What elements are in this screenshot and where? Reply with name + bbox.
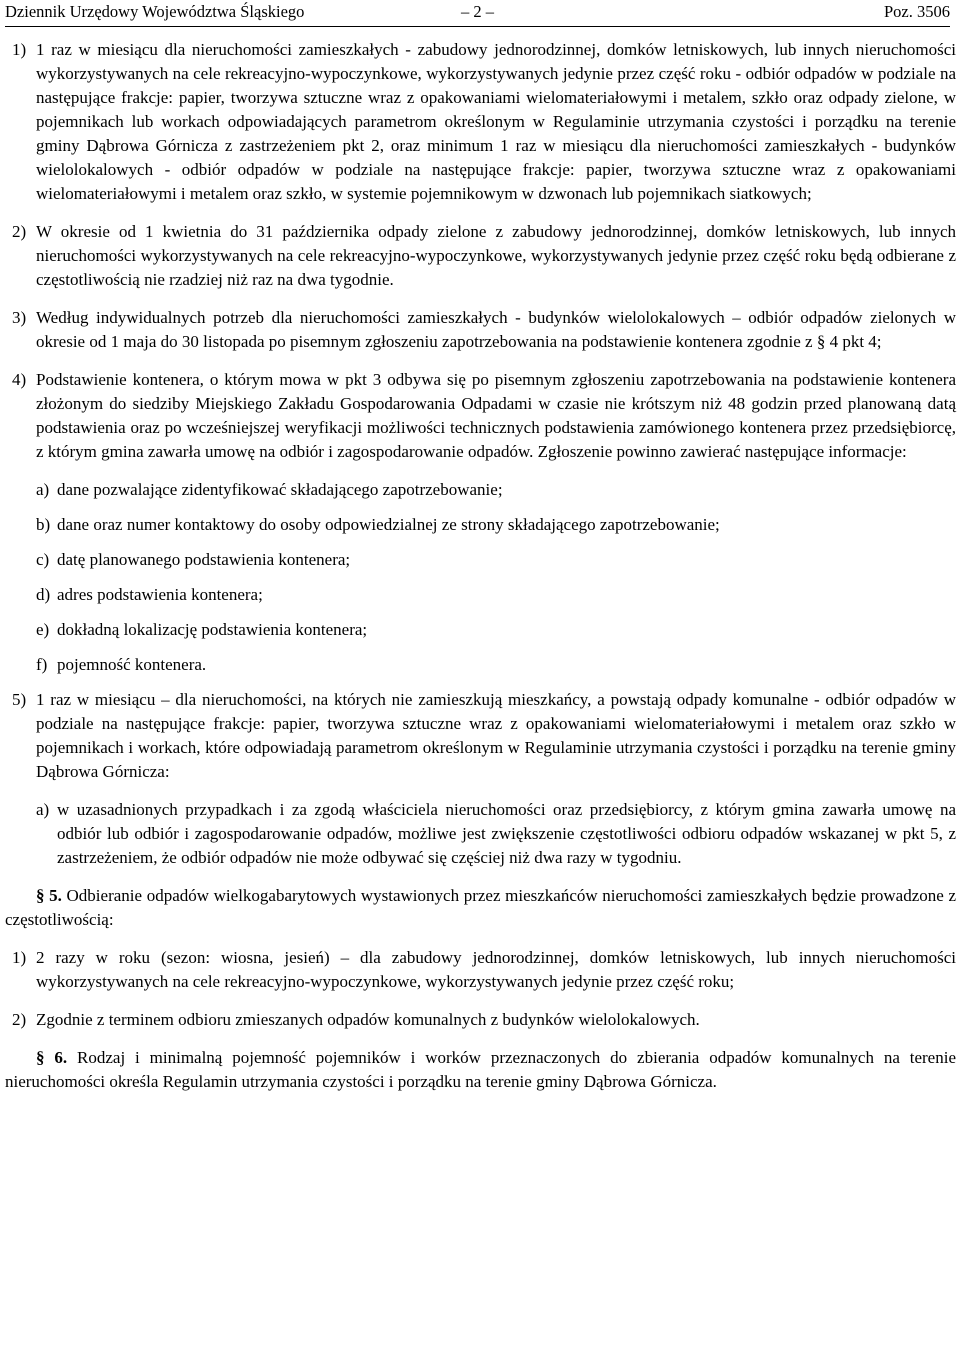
- position-number: Poz. 3506: [884, 2, 950, 21]
- list-item: [5, 1008, 956, 1032]
- sub-item: [5, 653, 956, 677]
- sub-item: [5, 618, 956, 642]
- sub-item-letter: d): [36, 585, 51, 604]
- list-item: [5, 368, 956, 464]
- list-item: [5, 306, 956, 354]
- item-number: 2): [12, 222, 27, 241]
- list-item: [5, 946, 956, 994]
- sub-item-letter: f): [36, 655, 48, 674]
- item-text: Według indywidualnych potrzeb dla nieruchomości zamieszkałych - budynków wielolokalowych – odbiór odpadów zielonych w okresie od 1 maja do 30 listopada po pisemnym zgłoszeniu zapotrzebowania na podstawienie kontenera zgodnie z § 4 pkt 4;: [36, 308, 956, 351]
- item-text: Podstawienie kontenera, o którym mowa w pkt 3 odbywa się po pisemnym zgłoszeniu zapotrzebowania na podstawienie kontenera złożonym do siedziby Miejskiego Zakładu Gospodarowania Odpadami w czasie nie krótszym niż 48 godzin przed planowaną datą podstawienia oraz po wcześniejszej weryfikacji możliwości technicznych podstawienia zamówionego kontenera przez przedsiębiorcę, z którym gmina zawarła umowę na odbiór i zagospodarowanie odpadów. Zgłoszenie powinno zawierać następujące informacje:: [36, 370, 956, 461]
- section-paragraph: [5, 1046, 956, 1094]
- header-rule: [5, 26, 950, 27]
- item-text: 1 raz w miesiącu dla nieruchomości zamieszkałych - zabudowy jednorodzinnej, domków letniskowych, lub innych nieruchomości wykorzystywanych na cele rekreacyjno-wypoczynkowe, wykorzystywanych jedynie przez część roku - odbiór odpadów w podziale na następujące frakcje: papier, tworzywa sztuczne wraz z opakowaniami wielomateriałowymi i metalem, szkło oraz odpady zielone, w pojemnikach lub workach odpowiadających parametrom określonym w Regulaminie utrzymania czystości i porządku na terenie gminy Dąbrowa Górnicza z zastrzeżeniem pkt 2, oraz minimum 1 raz w miesiącu dla nieruchomości zamieszkałych - budynków wielolokalowych - odbiór odpadów w podziale na następujące frakcje: papier, tworzywa sztuczne wraz z opakowaniami wielomateriałowymi i metalem oraz szkło, w systemie pojemnikowym w dzwonach lub pojemnikach siatkowych;: [36, 40, 956, 203]
- item-number: 1): [12, 948, 27, 967]
- journal-title: Dziennik Urzędowy Województwa Śląskiego: [5, 2, 305, 21]
- section-text: Rodzaj i minimalną pojemność pojemników i worków przeznaczonych do zbierania odpadów komunalnych na terenie nieruchomości określa Regulamin utrzymania czystości i porządku na terenie gminy Dąbrowa Górnicza.: [5, 1048, 957, 1091]
- sub-item-letter: c): [36, 550, 50, 569]
- sub-item-letter: a): [36, 800, 50, 819]
- sub-item-text: w uzasadnionych przypadkach i za zgodą właściciela nieruchomości oraz przedsiębiorcy, z którym gmina zawarła umowę na odbiór lub odbiór i zagospodarowanie odpadów, możliwe jest zwiększenie częstotliwości odbioru odpadów wskazanej w pkt 5, z zastrzeżeniem, że odbiór odpadów nie może odbywać się częściej niż dwa razy w tygodniu.: [57, 800, 956, 867]
- item-number: 5): [12, 690, 27, 709]
- sub-item-text: adres podstawienia kontenera;: [57, 585, 263, 604]
- sub-item: [5, 798, 956, 870]
- sub-item-text: dane oraz numer kontaktowy do osoby odpowiedzialnej ze strony składającego zapotrzebowanie;: [57, 515, 720, 534]
- sub-item-text: datę planowanego podstawienia kontenera;: [57, 550, 351, 569]
- item-text: Zgodnie z terminem odbioru zmieszanych odpadów komunalnych z budynków wielolokalowych.: [36, 1010, 700, 1029]
- sub-item-letter: a): [36, 480, 50, 499]
- page-header: [5, 0, 950, 24]
- list-item: [5, 220, 956, 292]
- sub-item: [5, 548, 956, 572]
- section-label: § 6.: [36, 1048, 68, 1067]
- section-paragraph: [5, 884, 956, 932]
- sub-item: [5, 478, 956, 502]
- item-number: 1): [12, 40, 27, 59]
- list-item: [5, 688, 956, 784]
- sub-item: [5, 513, 956, 537]
- section-label: § 5.: [36, 886, 62, 905]
- item-number: 3): [12, 308, 27, 327]
- sub-item: [5, 583, 956, 607]
- sub-item-text: dane pozwalające zidentyfikować składającego zapotrzebowanie;: [57, 480, 503, 499]
- sub-item-letter: e): [36, 620, 50, 639]
- sub-item-text: pojemność kontenera.: [57, 655, 207, 674]
- list-item: [5, 38, 956, 206]
- item-number: 2): [12, 1010, 27, 1029]
- sub-item-letter: b): [36, 515, 51, 534]
- section-text: Odbieranie odpadów wielkogabarytowych wystawionych przez mieszkańców nieruchomości zamieszkałych będzie prowadzone z częstotliwością:: [5, 886, 956, 929]
- item-text: 2 razy w roku (sezon: wiosna, jesień) – dla zabudowy jednorodzinnej, domków letniskowych, lub innych nieruchomości wykorzystywanych na cele rekreacyjno-wypoczynkowe, wykorzystywanych jedynie przez część roku;: [36, 948, 956, 991]
- page-number: – 2 –: [461, 2, 494, 21]
- sub-item-text: dokładną lokalizację podstawienia kontenera;: [57, 620, 368, 639]
- item-text: 1 raz w miesiącu – dla nieruchomości, na których nie zamieszkują mieszkańcy, a powstają odpady komunalne - odbiór odpadów w podziale na następujące frakcje: papier, tworzywa sztuczne wraz z opakowaniami wielomateriałowymi i metalem oraz szkło w pojemnikach i workach, które odpowiadają parametrom określonym w Regulaminie utrzymania czystości i porządku na terenie gminy Dąbrowa Górnicza:: [36, 690, 956, 781]
- item-number: 4): [12, 370, 27, 389]
- item-text: W okresie od 1 kwietnia do 31 października odpady zielone z zabudowy jednorodzinnej, domków letniskowych, lub innych nieruchomości wykorzystywanych na cele rekreacyjno-wypoczynkowe, wykorzystywanych jedynie przez część roku będą odbierane z częstotliwością nie rzadziej niż raz na dwa tygodnie.: [36, 222, 956, 289]
- document-body: [5, 38, 956, 1108]
